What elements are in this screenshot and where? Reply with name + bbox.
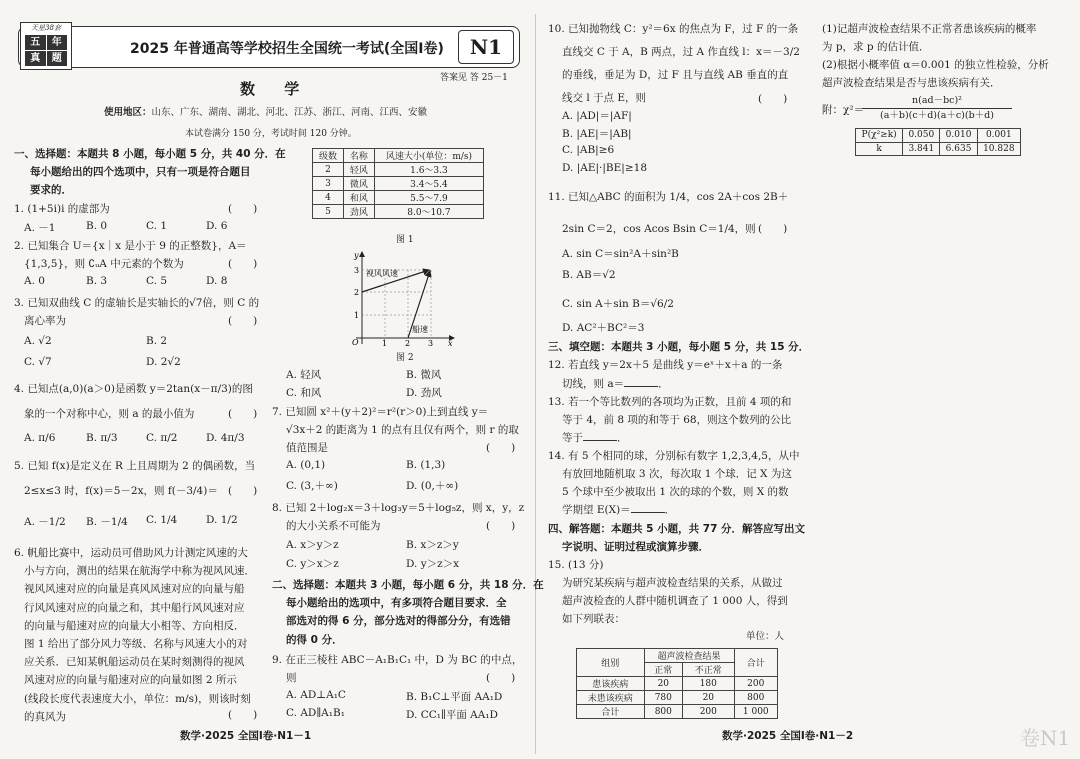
q6-lines-line: 小与方向，测出的结果在航海学中称为视风风速．: [24, 565, 255, 578]
q11-option-b: B. AB＝√2: [562, 269, 616, 281]
origin-label: O: [352, 338, 359, 347]
q6-lines-line: 的向量与船速对应的向量大小相等、方向相反．: [24, 619, 245, 632]
q10-lines-line: 线交 l 于点 E，则: [562, 92, 647, 104]
q12-stem: 12. 若直线 y＝2x＋5 是曲线 y＝eˣ＋x＋a 的一条: [548, 359, 783, 371]
q15-part1: (1)记超声波检查结果不正常者患该疾病的概率: [822, 23, 1037, 35]
q5-option-a: A. －1/2: [24, 516, 66, 528]
q14-lines-line: 5 个球中至少被取出 1 次的球的个数，则 X 的数: [562, 486, 789, 498]
q10-option-b: B. |AE|＝|AB|: [562, 128, 632, 140]
q7-option-a: A. (0,1): [286, 459, 326, 471]
chi-critical-table: P(χ²≥k) 0.050 0.010 0.001 k 3.841 6.635 10.828: [855, 128, 1021, 156]
q8-option-d: D. y＞z＞x: [406, 558, 460, 570]
q11-option-d: D. AC²＋BC²＝3: [562, 322, 645, 334]
q1-paren: ( ): [228, 203, 258, 215]
q6-option-c: C. 和风: [286, 387, 322, 399]
x-tick: 2: [405, 339, 411, 348]
q6-lines-line: 6. 帆船比赛中，运动员可借助风力计测定风速的大: [14, 547, 248, 559]
chi-formula-prefix: 附：χ²＝: [822, 104, 865, 116]
exam-paper: 天星38套 五 年 真 题 2025 年普通高等学校招生全国统一考试(全国Ⅰ卷) N1 答案见 答 25－1 数 学 使用地区：山东、广东、湖南、湖北、河北、江苏、浙江、河南、江西、安徽 本试卷满分 150 分，考试时间 120 分钟。 一、选择题：本题共 8 小题，每小题 5 分，共 40 分．在 每小题给出的四个选项中，只有一项是符合题目 要求的． 1. (1+5i)i 的虚部为 ( ) A. －1 B. 0 C. 1 D. 6 2. 已知集合 U＝{x｜x 是小于 9 的正整数}，A＝ {1,3,5}，则 ∁ᵤA 中元素的个数为 ( ) A. 0 B. 3 C. 5 D. 8 3. 已知双曲线 C 的虚轴长是实轴长的√7倍，则 C 的 离心率为 ( ) A. √2 B. 2 C. √7 D. 2√2 4. 已知点(a,0)(a＞0)是函数 y＝2tan(x－π/3)的图 象的一个对称中心，则 a 的最小值为 ( ) A. π/6 B. π/3 C. π/2 D. 4π/3 5. 已知 f(x)是定义在 R 上且周期为 2 的偶函数，当 2≤x≤3 时，f(x)＝5－2x，则 f(－3/4)＝ ( ) A. －1/2 B. －1/4 C. 1/4 D. 1/2 6. 帆船比赛中，运动员可借助风力计测定风速的大 小与方向，测出的结果在航海学中称为视风风速． 视风风速对应的向量是真风风速对应的向量与船 行风风速对应的向量之和，其中船行风风速对应 的向量与船速对应的向量大小相等、方向相反． 图 1 给出了部分风力等级、名称与风速大小的对 应关系．已知某帆船运动员在某时刻测得的视风 风速对应的向量与船速对应的向量如图 2 所示 (线段长度代表速度大小，单位：m/s)，则该时刻 的真风为 ( ) 级数 名称 风速大小(单位：m/s) 2 轻风 1.6～3.3 3 微风 3.4～5.4 4 和风 5.5～7.9 5 劲风 8.0～10.7 图 1 视风风速 船速 O x y 1 2 3 1 2 3 图 2 A. 轻风 B. 微风 C. 和风 D. 劲风 7. 已知圆 x²＋(y＋2)²＝r²(r＞0)上到直线 y＝ √3x＋2 的距离为 1 的点有且仅有两个，则 r 的取 值范围是 ( ) A. (0,1) B. (1,3) C. (3,＋∞) D. (0,＋∞) 8. 已知 2＋log₂x＝3＋log₃y＝5＋log₅z，则 x，y，z 的大小关系不可能为 ( ) A. x＞y＞z B. x＞z＞y C. y＞x＞z D. y＞z＞x 二、选择题：本题共 3 小题，每小题 6 分，共 18 分．在 每小题给出的选项中，有多项符合题目要求．全 部选对的得 6 分，部分选对的得部分分，有选错 的得 0 分． 9. 在正三棱柱 ABC－A₁B₁C₁ 中，D 为 BC 的中点， 则 ( ) A. AD⊥A₁C B. B₁C⊥平面 AA₁D C. AD∥A₁B₁ D. CC₁∥平面 AA₁D 数学·2025 全国Ⅰ卷·N1－1 10. 已知抛物线 C：y²＝6x 的焦点为 F，过 F 的一条 直线交 C 于 A，B 两点，过 A 作直线 l：x＝－3/2 的垂线，垂足为 D，过 F 且与直线 AB 垂直的直 线交 l 于点 E，则 ( ) A. |AD|＝|AF| B. |AE|＝|AB| C. |AB|≥6 D. |AE|·|BE|≥18 11. 已知△ABC 的面积为 1/4，cos 2A＋cos 2B＋ 2sin C＝2，cos Acos Bsin C＝1/4，则 ( ) A. sin C＝sin²A＋sin²B B. AB＝√2 C. sin A＋sin B＝√6/2 D. AC²＋BC²＝3 三、填空题：本题共 3 小题，每小题 5 分，共 15 分． 12. 若直线 y＝2x＋5 是曲线 y＝eˣ＋x＋a 的一条 切线，则 a＝ ． 13. 若一个等比数列的各项均为正数，且前 4 项的和 等于 4，前 8 项的和等于 68，则这个数列的公比 等于 ． 14. 有 5 个相同的球，分别标有数字 1,2,3,4,5，从中 有放回地随机取 3 次，每次取 1 个球．记 X 为这 5 个球中至少被取出 1 次的球的个数，则 X 的数 学期望 E(X)＝ ． 四、解答题：本题共 5 小题，共 77 分．解答应写出文 字说明、证明过程或演算步骤． 15. (13 分) 为研究某疾病与超声波检查结果的关系，从做过 超声波检查的人群中随机调查了 1 000 人，得到 如下列联表： 单位：人 组别 超声波检查结果 合计 正常 不正常 患该疾病 20 180 200 未患该疾病 780 20 800 合计 800 200 1 000 数学·2025 全国Ⅰ卷·N1－2 (1)记超声波检查结果不正常者患该疾病的概率 为 p，求 p 的估计值． (2)根据小概率值 α＝0.001 的独立性检验，分析 超声波检查结果是否与患该疾病有关． 附：χ²＝ n(ad－bc)² (a＋b)(c＋d)(a＋c)(b＋d) P(χ²≥k) 0.050 0.010 0.001 k 3.841 6.635 10.828 卷N1: [0, 0, 1080, 759]
subject-title: 数 学: [240, 80, 312, 98]
section1-heading: 一、选择题：本题共 8 小题，每小题 5 分，共 40 分．在: [14, 148, 286, 160]
q9-option-d: D. CC₁∥平面 AA₁D: [406, 709, 498, 721]
q6-option-d: D. 劲风: [406, 387, 442, 399]
q10-lines-line: 10. 已知抛物线 C：y²＝6x 的焦点为 F，过 F 的一条: [548, 23, 799, 35]
q10-paren: ( ): [758, 93, 788, 105]
q9-stem: 9. 在正三棱柱 ABC－A₁B₁C₁ 中，D 为 BC 的中点，: [272, 654, 523, 666]
score-note: 本试卷满分 150 分，考试时间 120 分钟。: [185, 129, 357, 139]
x-tick: 3: [428, 339, 434, 348]
q15-part2: (2)根据小概率值 α＝0.001 的独立性检验，分析: [822, 59, 1049, 71]
q6-option-a: A. 轻风: [286, 369, 322, 381]
q2-option-d: D. 8: [206, 275, 228, 287]
contingency-table: 组别 超声波检查结果 合计 正常 不正常 患该疾病 20 180 200 未患该疾病 780 20 800 合计 800 200 1 000: [576, 648, 778, 719]
q3-option-a: A. √2: [24, 335, 52, 347]
q7-option-d: D. (0,＋∞): [406, 480, 459, 492]
q15-lines-line: 如下列联表：: [562, 613, 625, 625]
q7-option-b: B. (1,3): [406, 459, 446, 471]
x-axis-label: x: [448, 339, 453, 348]
label-boat-speed: 船速: [412, 325, 428, 334]
q5-option-c: C. 1/4: [146, 514, 178, 526]
q11-option-c: C. sin A＋sin B＝√6/2: [562, 298, 674, 310]
sec2-lines-line: 二、选择题：本题共 3 小题，每小题 6 分，共 18 分．在: [272, 579, 544, 591]
q8-option-b: B. x＞z＞y: [406, 539, 459, 551]
q10-lines-line: 的垂线，垂足为 D，过 F 且与直线 AB 垂直的直: [562, 69, 789, 81]
q3-option-c: C. √7: [24, 356, 52, 368]
q10-lines-line: 直线交 C 于 A，B 两点，过 A 作直线 l：x＝－3/2: [562, 46, 800, 58]
q6-lines-line: 行风风速对应的向量之和，其中船行风风速对应: [24, 601, 245, 614]
section4-heading: 四、解答题：本题共 5 小题，共 77 分．解答应写出文: [548, 523, 806, 535]
q9-option-a: A. AD⊥A₁C: [286, 689, 346, 701]
q3-option-b: B. 2: [146, 335, 168, 347]
q6-lines-line: 的真风为: [24, 710, 66, 723]
y-tick: 1: [354, 311, 360, 320]
q4-option-c: C. π/2: [146, 432, 178, 444]
q6-option-b: B. 微风: [406, 369, 442, 381]
q9-option-c: C. AD∥A₁B₁: [286, 707, 345, 719]
label-apparent-wind: 视风风速: [366, 269, 398, 278]
q6-lines-line: 图 1 给出了部分风力等级、名称与风速大小的对: [24, 638, 248, 650]
page-divider: [535, 14, 536, 754]
q6-lines-line: (线段长度代表速度大小，单位：m/s)，则该时刻: [24, 692, 251, 705]
q2-option-b: B. 3: [86, 275, 108, 287]
exam-title: 2025 年普通高等学校招生全国统一考试(全国Ⅰ卷): [130, 41, 444, 57]
q10-option-a: A. |AD|＝|AF|: [562, 110, 632, 122]
q2-stem: 2. 已知集合 U＝{x｜x 是小于 9 的正整数}，A＝: [14, 240, 247, 252]
q5-stem: 5. 已知 f(x)是定义在 R 上且周期为 2 的偶函数，当: [14, 460, 256, 472]
q11-stem: 11. 已知△ABC 的面积为 1/4，cos 2A＋cos 2B＋: [548, 191, 789, 203]
q8-stem: 8. 已知 2＋log₂x＝3＋log₃y＝5＋log₅z，则 x，y，z: [272, 502, 525, 514]
section3-heading: 三、填空题：本题共 3 小题，每小题 5 分，共 15 分．: [548, 341, 810, 353]
q11-option-a: A. sin C＝sin²A＋sin²B: [562, 248, 679, 260]
figure2-caption: 图 2: [396, 353, 414, 363]
figure2-vector-diagram: [336, 248, 462, 348]
footer-page1: 数学·2025 全国Ⅰ卷·N1－1: [180, 730, 312, 742]
q1-stem: 1. (1+5i)i 的虚部为: [14, 203, 110, 215]
q5-option-d: D. 1/2: [206, 514, 238, 526]
q15-number: 15. (13 分): [548, 559, 604, 571]
sec2-lines-line: 部选对的得 6 分，部分选对的得部分分，有选错: [286, 615, 511, 628]
y-tick: 2: [354, 288, 360, 297]
q8-option-c: C. y＞x＞z: [286, 558, 339, 570]
q1-option-c: C. 1: [146, 220, 168, 232]
q13-stem: 13. 若一个等比数列的各项均为正数，且前 4 项的和: [548, 396, 792, 408]
q14-lines-line: 有放回地随机取 3 次，每次取 1 个球．记 X 为这: [562, 468, 792, 480]
publisher-logo: 天星38套 五 年 真 题: [20, 22, 72, 70]
q6-paren: ( ): [228, 709, 258, 721]
chi-formula: n(ad－bc)² (a＋b)(c＋d)(a＋c)(b＋d): [862, 94, 1012, 123]
q5-option-b: B. －1/4: [86, 516, 128, 528]
q2-option-c: C. 5: [146, 275, 168, 287]
answer-reference: 答案见 答 25－1: [440, 73, 508, 83]
q6-lines-line: 视风风速对应的向量是真风风速对应的向量与船: [24, 583, 245, 596]
sec2-lines-line: 的得 0 分．: [286, 633, 343, 646]
y-axis-label: y: [354, 251, 359, 260]
q15-unit: 单位：人: [746, 631, 785, 642]
footer-page2: 数学·2025 全国Ⅰ卷·N1－2: [722, 730, 854, 742]
q15-lines-line: 超声波检查的人群中随机调查了 1 000 人，得到: [562, 595, 788, 607]
q15-lines-line: 为研究某疾病与超声波检查结果的关系，从做过: [562, 577, 783, 589]
y-tick: 3: [354, 266, 360, 275]
figure1-caption: 图 1: [396, 235, 414, 245]
sec2-lines-line: 每小题给出的选项中，有多项符合题目要求．全: [286, 597, 507, 610]
watermark-stamp: 卷N1: [1020, 726, 1071, 750]
q14-lines-line: 14. 有 5 个相同的球，分别标有数字 1,2,3,4,5，从中: [548, 450, 800, 462]
q4-stem: 4. 已知点(a,0)(a＞0)是函数 y＝2tan(x－π/3)的图: [14, 383, 253, 395]
q7-stem: 7. 已知圆 x²＋(y＋2)²＝r²(r＞0)上到直线 y＝: [272, 406, 489, 418]
q8-option-a: A. x＞y＞z: [286, 539, 339, 551]
q6-lines-line: 应关系．已知某帆船运动员在某时刻测得的视风: [24, 656, 245, 669]
q3-option-d: D. 2√2: [146, 356, 181, 368]
q7-option-c: C. (3,＋∞): [286, 480, 338, 492]
q10-option-c: C. |AB|≥6: [562, 144, 615, 156]
exam-code: N1: [458, 30, 514, 64]
q1-option-d: D. 6: [206, 220, 228, 232]
q10-option-d: D. |AE|·|BE|≥18: [562, 162, 647, 174]
q1-option-b: B. 0: [86, 220, 108, 232]
q4-option-a: A. π/6: [24, 432, 56, 444]
usage-region: 使用地区：山东、广东、湖南、湖北、河北、江苏、浙江、河南、江西、安徽: [104, 107, 428, 118]
q4-option-d: D. 4π/3: [206, 432, 245, 444]
q3-stem: 3. 已知双曲线 C 的虚轴长是实轴长的√7倍，则 C 的: [14, 297, 260, 309]
x-tick: 1: [382, 339, 388, 348]
q1-option-a: A. －1: [24, 222, 56, 234]
q4-option-b: B. π/3: [86, 432, 118, 444]
q2-option-a: A. 0: [24, 275, 45, 287]
wind-level-table: 级数 名称 风速大小(单位：m/s) 2 轻风 1.6～3.3 3 微风 3.4～5.4 4 和风 5.5～7.9 5 劲风 8.0～10.7: [312, 148, 484, 219]
q9-option-b: B. B₁C⊥平面 AA₁D: [406, 691, 503, 703]
q6-lines-line: 风速对应的向量与船速对应的向量如图 2 所示: [24, 674, 237, 687]
